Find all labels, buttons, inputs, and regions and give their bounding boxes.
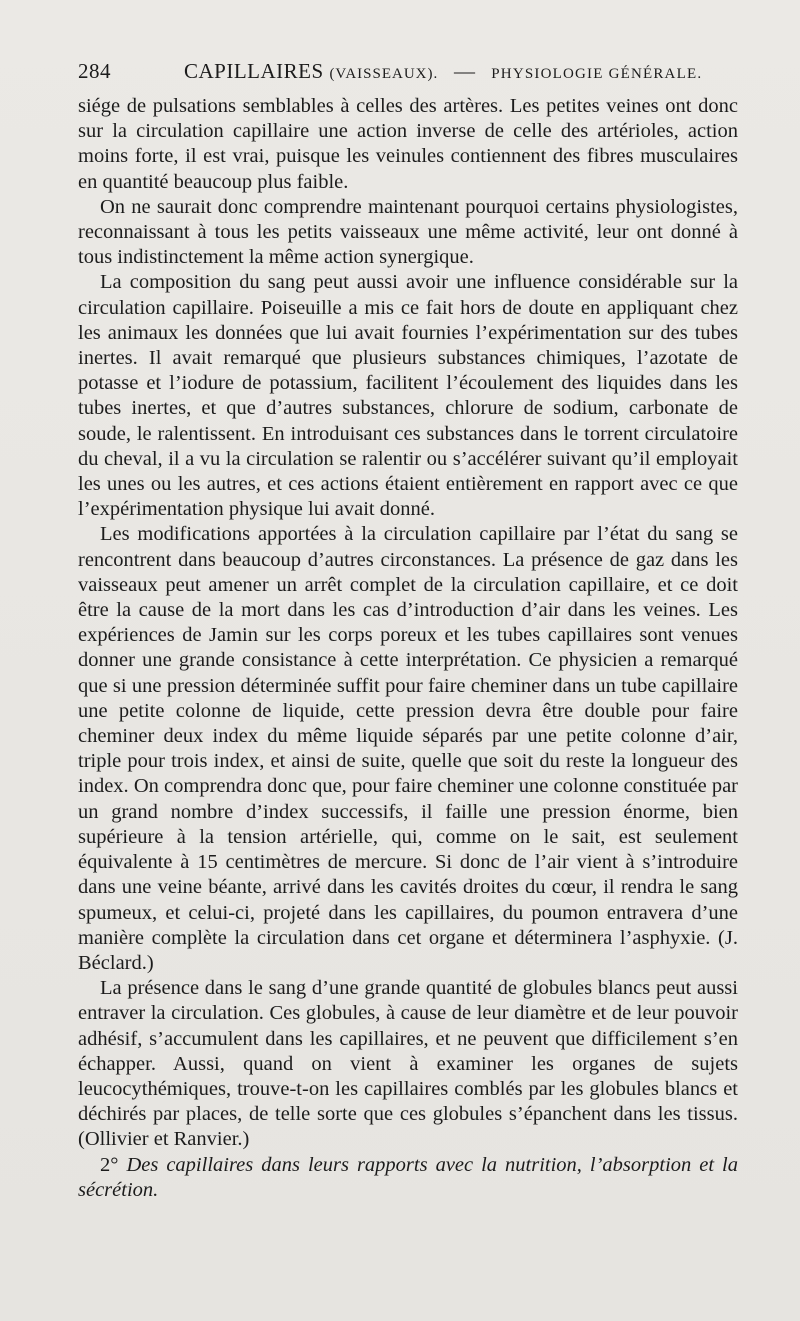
- paragraph: Les modifications apportées à la circulation capillaire par l’état du sang se rencontrent dans beaucoup d’autres circonstances. La présence de gaz dans les vaisseaux peut amener un arrêt complet de la circulation capillaire, et ce doit être la cause de la mort dans les cas d’introduction d’air dans les veines. Les expériences de Jamin sur les corps poreux et les tubes capillaires sont venues donner une grande consistance à cette interprétation. Ce physicien a remarqué que si une pression déterminée suffit pour faire cheminer dans un tube capillaire une petite colonne de liquide, cette pression devra être double pour faire cheminer deux index du même liquide séparés par une petite colonne d’air, triple pour trois index, et ainsi de suite, quelle que soit du reste la longueur des index. On comprendra donc que, pour faire cheminer une colonne constituée par un grand nombre d’index successifs, il faille une pression énorme, bien supérieure à la tension artérielle, qui, comme on le sait, est seulement équivalente à 15 centimètres de mercure. Si donc de l’air vient à s’introduire dans une veine béante, arrivé dans les cavités droites du cœur, il rendra le sang spumeux, et celui-ci, projeté dans les capillaires, du poumon entravera d’une manière complète la circulation dans cet organe et déterminera l’asphyxie. (J. Béclard.): [78, 523, 738, 974]
- body-text: [78, 94, 738, 1203]
- running-title-main: CAPILLAIRES: [184, 59, 324, 83]
- paragraph: On ne saurait donc comprendre maintenant pourquoi certains physiologistes, reconnaissant à tous les petits vaisseaux une même activité, leur ont donné à tous indistinctement la même action synergique.: [78, 195, 738, 269]
- section-heading-text: Des capillaires dans leurs rapports avec la nutrition, l’absorption et la sécrétion.: [78, 1153, 739, 1201]
- paragraph: La composition du sang peut aussi avoir une influence considérable sur la circulation capillaire. Poiseuille a mis ce fait hors de doute en appliquant chez les animaux les données que lui avait fournies l’expérimentation sur des tubes inertes. Il avait remarqué que plusieurs substances chimiques, l’azotate de potasse et l’iodure de potassium, facilitent l’écoulement des liquides dans les tubes inertes, et que d’autres substances, chlorure de sodium, carbonate de soude, le ralentissent. En introduisant ces substances dans le torrent circulatoire du cheval, il a vu la circulation se ralentir ou s’accélérer suivant qu’il employait les unes ou les autres, et ces actions étaient entièrement en rapport avec ce que l’expérimentation physique lui avait donné.: [78, 271, 738, 521]
- running-title-paren: (VAISSEAUX).: [329, 66, 439, 82]
- running-head-section: PHYSIOLOGIE GÉNÉRALE.: [491, 66, 703, 82]
- page-number: 284: [78, 59, 111, 83]
- running-head-separator: —: [454, 59, 476, 83]
- paragraph-continuation: siége de pulsations semblables à celles des artères. Les petites veines ont donc sur la circulation capillaire une action inverse de celle des artérioles, action moins forte, il est vrai, puisque les veinules contiennent des fibres musculaires en quantité beaucoup plus faible.: [78, 95, 738, 193]
- running-title: [184, 58, 702, 87]
- paragraph: La présence dans le sang d’une grande quantité de globules blancs peut aussi entraver la circulation. Ces globules, à cause de leur diamètre et de leur pouvoir adhésif, s’accumulent dans les capillaires, et ne peuvent que difficilement s’en échapper. Aussi, quand on vient à examiner les organes de sujets leucocythémiques, trouve-t-on les capillaires comblés par les globules blancs et déchirés par places, de telle sorte que ces globules s’épanchent dans les tissus. (Ollivier et Ranvier.): [78, 977, 738, 1151]
- section-heading: [78, 1153, 738, 1203]
- section-number: 2°: [100, 1153, 119, 1176]
- running-head: [78, 58, 738, 87]
